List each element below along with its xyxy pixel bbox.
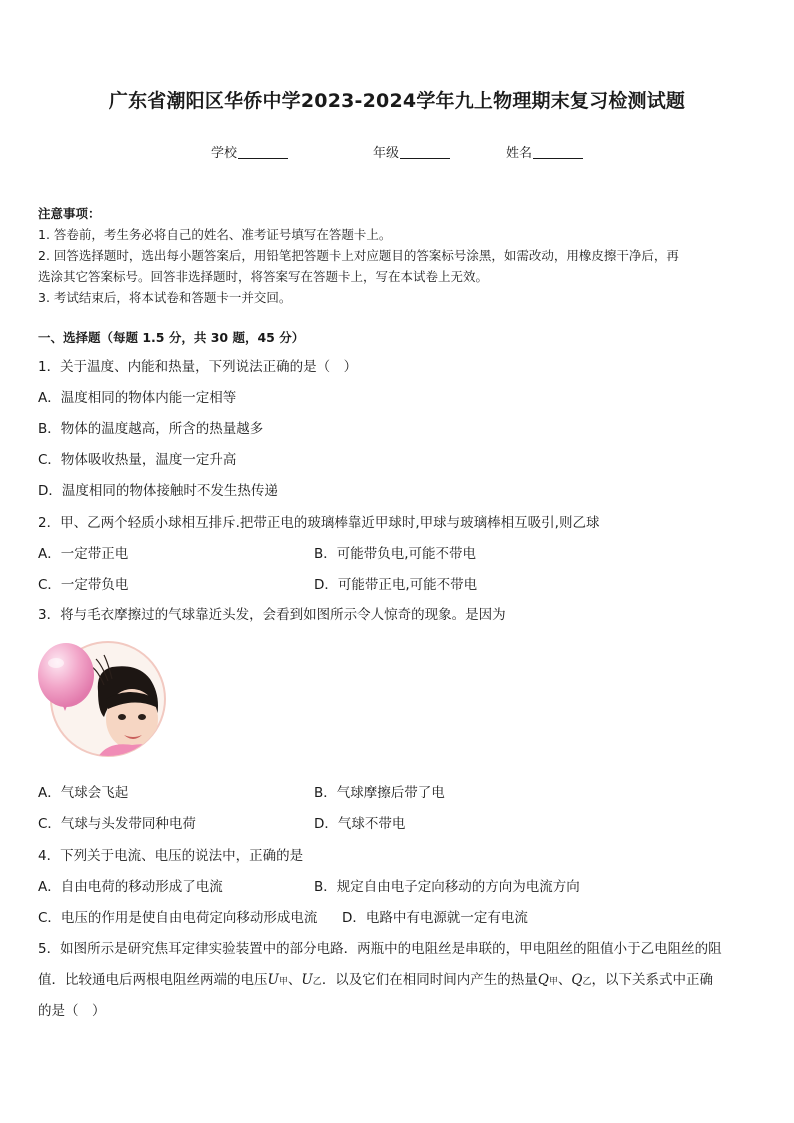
question-4-option-b: B．规定自由电子定向移动的方向为电流方向	[314, 879, 580, 895]
grade-label: 年级	[373, 146, 400, 161]
question-1-stem: 1．关于温度、内能和热量，下列说法正确的是（ ）	[38, 359, 358, 375]
name-blank	[533, 146, 583, 159]
q5-separator-2: 、	[557, 972, 572, 988]
subscript-jia-2: 甲	[548, 977, 558, 987]
question-4-option-d: D．电路中有电源就一定有电流	[342, 910, 528, 926]
q5-text-c: ，以下关系式中正确	[591, 972, 713, 988]
q5-text-b: ．以及它们在相同时间内产生的热量	[321, 972, 538, 988]
q5-text-a: 值．比较通电后两根电阻丝两端的电压	[38, 972, 268, 988]
note-2-line1: 2. 回答选择题时，选出每小题答案后，用铅笔把答题卡上对应题目的答案标号涂黑，如需改动，用橡皮擦干净后，再	[38, 248, 679, 263]
note-3: 3. 考试结束后，将本试卷和答题卡一并交回。	[38, 290, 292, 305]
question-2-option-d: D．可能带正电,可能不带电	[314, 577, 478, 593]
question-5-line1: 5．如图所示是研究焦耳定律实验装置中的部分电路．两瓶中的电阻丝是串联的，甲电阻丝的阻值小于乙电阻丝的阻	[38, 941, 722, 957]
question-4-option-c: C．电压的作用是使自由电荷定向移动形成电流	[38, 910, 318, 926]
question-1-option-b: B．物体的温度越高，所含的热量越多	[38, 421, 264, 437]
voltage-symbol-yi: U	[301, 972, 313, 988]
balloon-hair-photo	[38, 641, 170, 757]
question-3-option-c: C．气球与头发带同种电荷	[38, 816, 196, 832]
subscript-jia: 甲	[278, 977, 288, 987]
name-label: 姓名	[506, 146, 533, 161]
question-3-option-a: A．气球会飞起	[38, 785, 129, 801]
school-field	[211, 142, 288, 161]
question-1-option-c: C．物体吸收热量，温度一定升高	[38, 452, 237, 468]
question-4-stem: 4．下列关于电流、电压的说法中，正确的是	[38, 848, 304, 864]
question-2-stem: 2．甲、乙两个轻质小球相互排斥.把带正电的玻璃棒靠近甲球时,甲球与玻璃棒相互吸引,则乙球	[38, 515, 600, 531]
question-2-option-c: C．一定带负电	[38, 577, 129, 593]
question-3-option-b: B．气球摩擦后带了电	[314, 785, 445, 801]
subscript-yi: 乙	[312, 977, 322, 987]
question-5-line2	[38, 968, 713, 988]
section-heading: 一、选择题（每题 1.5 分，共 30 题，45 分）	[38, 330, 305, 345]
question-1-option-d: D．温度相同的物体接触时不发生热传递	[38, 483, 278, 499]
note-2-line2: 选涂其它答案标号。回答非选择题时，将答案写在答题卡上，写在本试卷上无效。	[38, 269, 489, 284]
heat-symbol-yi: Q	[571, 972, 583, 988]
page-title: 广东省潮阳区华侨中学2023-2024学年九上物理期末复习检测试题	[108, 90, 686, 112]
note-1: 1. 答卷前，考生务必将自己的姓名、准考证号填写在答题卡上。	[38, 227, 392, 242]
question-2-option-b: B．可能带负电,可能不带电	[314, 546, 477, 562]
question-3-stem: 3．将与毛衣摩擦过的气球靠近头发，会看到如图所示令人惊奇的现象。是因为	[38, 607, 506, 623]
subscript-yi-2: 乙	[582, 977, 592, 987]
question-4-option-a: A．自由电荷的移动形成了电流	[38, 879, 223, 895]
grade-field	[373, 142, 450, 161]
question-1-option-a: A．温度相同的物体内能一定相等	[38, 390, 237, 406]
q5-separator: 、	[287, 972, 302, 988]
question-5-line3: 的是（ ）	[38, 1003, 106, 1019]
heat-symbol-jia: Q	[537, 972, 549, 988]
school-label: 学校	[211, 146, 238, 161]
question-3-option-d: D．气球不带电	[314, 816, 406, 832]
voltage-symbol-jia: U	[267, 972, 279, 988]
question-2-option-a: A．一定带正电	[38, 546, 129, 562]
name-field	[506, 142, 583, 161]
grade-blank	[400, 146, 450, 159]
notes-heading: 注意事项：	[38, 206, 101, 221]
school-blank	[238, 146, 288, 159]
